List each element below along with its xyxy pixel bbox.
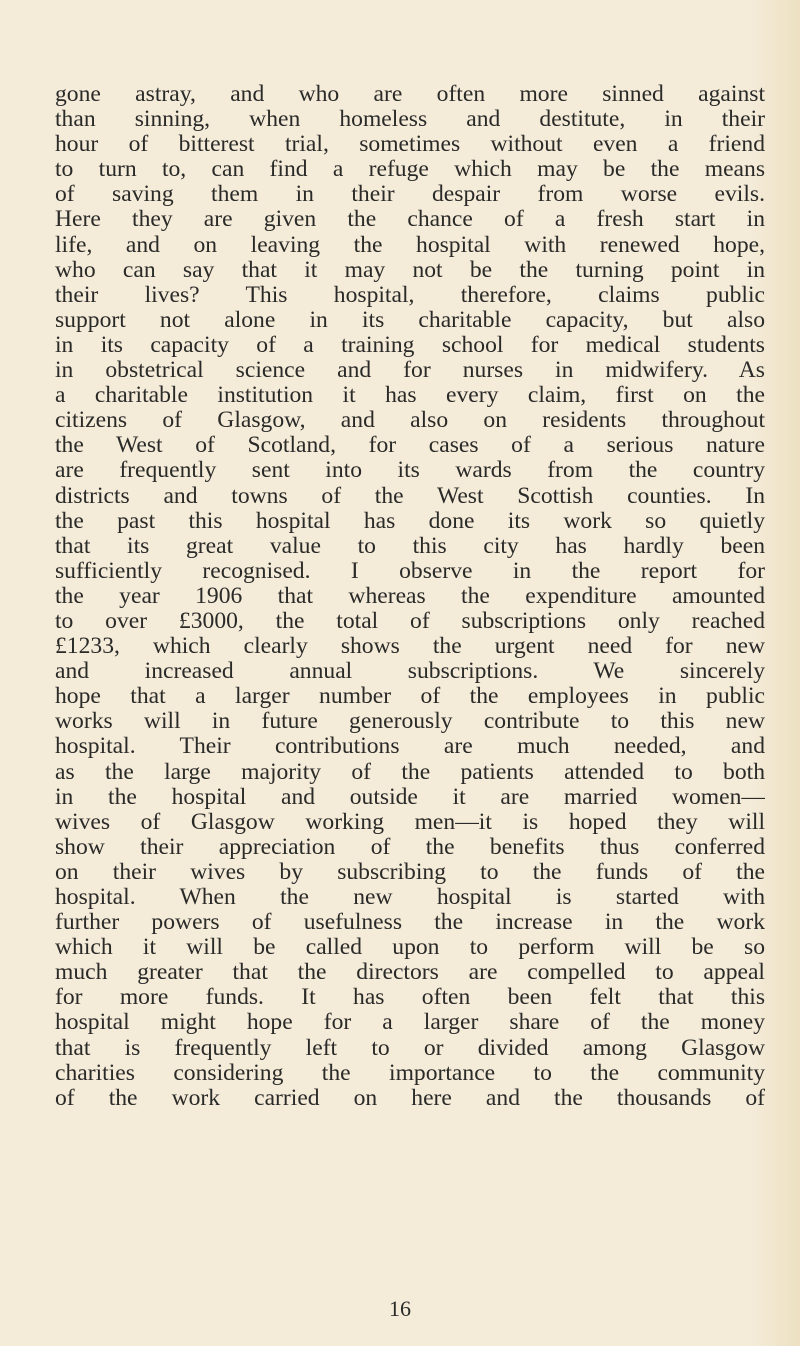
text-line: works will in future generously contribute to this new [55,709,765,735]
text-line: hospital. When the new hospital is started with [55,885,765,910]
text-line: a charitable institution it has every claim, first on the [55,383,765,409]
text-line: charities considering the importance to the community [55,1060,765,1086]
text-line: citizens of Glasgow, and also on residents throughout [55,408,765,434]
text-line: further powers of usefulness the increase in the work [55,910,765,936]
page-number: 16 [389,1296,411,1321]
text-line: the year 1906 that whereas the expenditure amounted [55,583,765,609]
text-line: in obstetrical science and for nurses in midwifery. As [55,358,765,384]
text-line: of the work carried on here and the thousands of [55,1085,765,1111]
text-line: the West of Scotland, for cases of a serious nature [55,433,765,459]
text-line: which it will be called upon to perform will be so [55,935,765,961]
text-line: on their wives by subscribing to the funds of the [55,859,765,885]
text-line: sufficiently recognised. I observe in the report for [55,558,765,584]
text-line: to turn to, can find a refuge which may be the means [55,157,765,183]
text-line: their lives? This hospital, therefore, claims public [55,282,765,308]
text-line: than sinning, when homeless and destitute, in their [55,107,765,133]
text-line: wives of Glasgow working men—it is hoped they will [55,809,765,835]
text-line: in the hospital and outside it are married women— [55,784,765,810]
text-line: are frequently sent into its wards from the country [55,458,765,484]
text-line: gone astray, and who are often more sinned against [55,82,765,107]
text-line: that is frequently left to or divided among Glasgow [55,1035,765,1061]
text-line: the past this hospital has done its work so quietly [55,508,765,534]
text-line: show their appreciation of the benefits thus conferred [55,834,765,860]
text-line: that its great value to this city has hardly been [55,533,765,559]
text-line: who can say that it may not be the turning point in [55,257,765,283]
text-line: much greater that the directors are compelled to appeal [55,960,765,986]
text-line: and increased annual subscriptions. We sincerely [55,659,765,685]
text-line: hope that a larger number of the employees in public [55,684,765,710]
text-line: to over £3000, the total of subscriptions only reached [55,608,765,634]
text-line: hour of bitterest trial, sometimes without even a friend [55,132,765,158]
text-line: life, and on leaving the hospital with renewed hope, [55,232,765,258]
text-line: hospital. Their contributions are much needed, and [55,734,765,760]
text-line: in its capacity of a training school for medical students [55,332,765,358]
text-line: hospital might hope for a larger share of the money [55,1010,765,1036]
text-line: £1233, which clearly shows the urgent need for new [55,634,765,660]
text-line: as the large majority of the patients attended to both [55,759,765,785]
body-text [55,82,765,1111]
text-line: districts and towns of the West Scottish counties. In [55,483,765,509]
text-line: of saving them in their despair from worse evils. [55,182,765,208]
text-line: support not alone in its charitable capacity, but also [55,307,765,333]
text-line: for more funds. It has often been felt that this [55,985,765,1011]
text-line: Here they are given the chance of a fresh start in [55,207,765,233]
